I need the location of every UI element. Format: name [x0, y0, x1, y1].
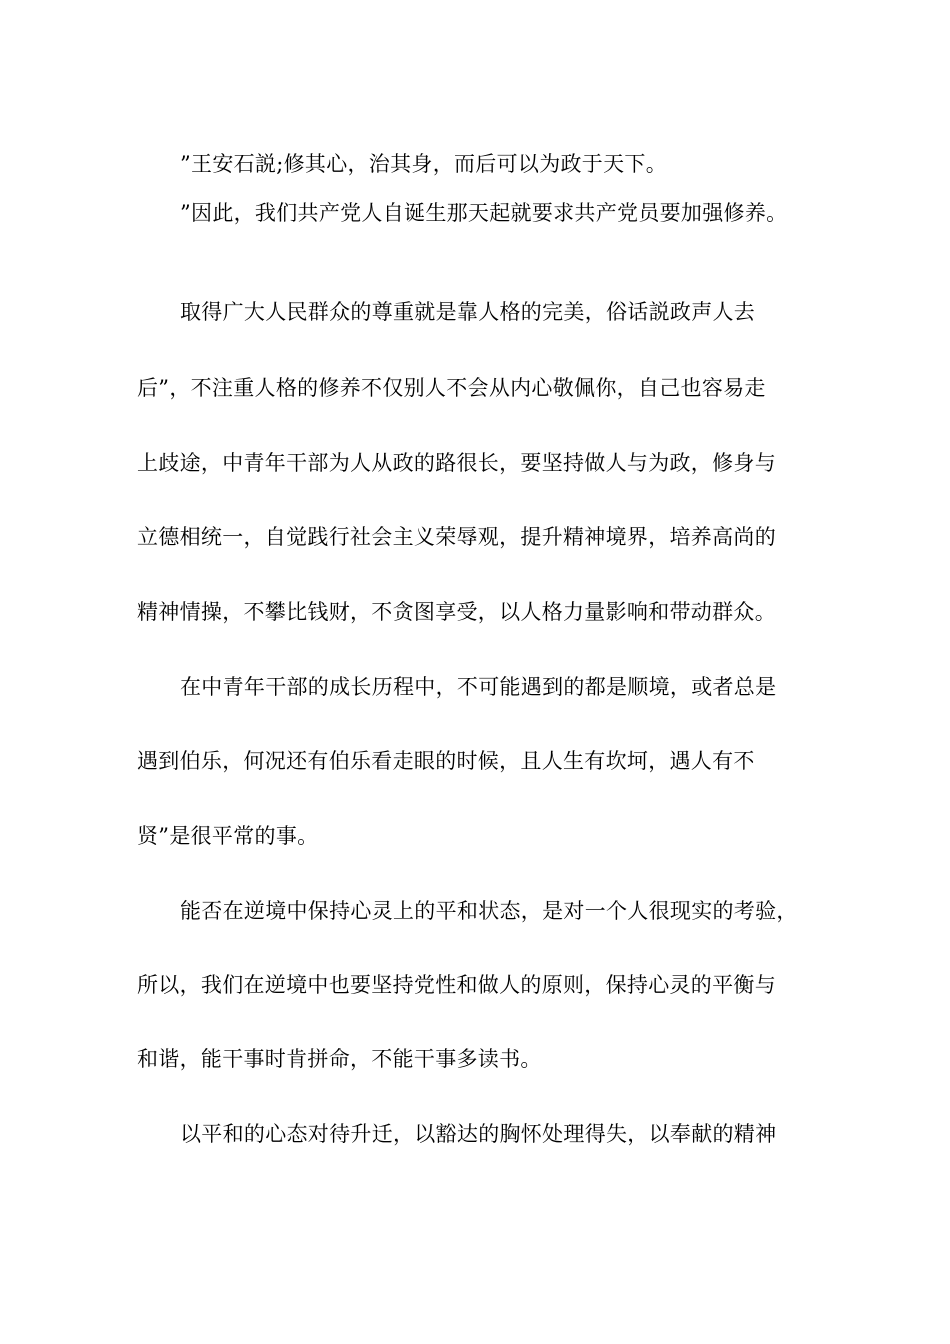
text-line: ”王安石説;修其心，治其身，而后可以为政于天下。: [180, 152, 668, 176]
text-line: 遇到伯乐，何况还有伯乐看走眼的时候，且人生有坎坷，遇人有不: [137, 749, 755, 773]
text-line: 所以，我们在逆境中也要坚持党性和做人的原则，保持心灵的平衡与: [137, 973, 776, 997]
text-line: ”因此，我们共产党人自诞生那天起就要求共产党员要加强修养。: [180, 201, 788, 225]
text-line: 上歧途，中青年干部为人从政的路很长，要坚持做人与为政，修身与: [137, 451, 776, 475]
text-line: 精神情操，不攀比钱财，不贪图享受，以人格力量影响和带动群众。: [137, 600, 776, 624]
text-line: 在中青年干部的成长历程中，不可能遇到的都是顺境，或者总是: [180, 675, 777, 699]
text-line: 和谐，能干事时肯拼命，不能干事多读书。: [137, 1047, 542, 1071]
text-line: 以平和的心态对待升迁，以豁达的胸怀处理得失，以奉献的精神: [180, 1122, 777, 1146]
text-line: 贤”是很平常的事。: [137, 824, 319, 848]
text-line: 能否在逆境中保持心灵上的平和状态，是对一个人很现实的考验，: [180, 899, 798, 923]
text-line: 取得广大人民群众的尊重就是靠人格的完美，俗话説政声人去: [180, 300, 756, 324]
text-line: 立德相统一，自觉践行社会主义荣辱观，提升精神境界，培养高尚的: [137, 525, 776, 549]
text-line: 后”，不注重人格的修养不仅别人不会从内心敬佩你，自己也容易走: [137, 376, 766, 400]
